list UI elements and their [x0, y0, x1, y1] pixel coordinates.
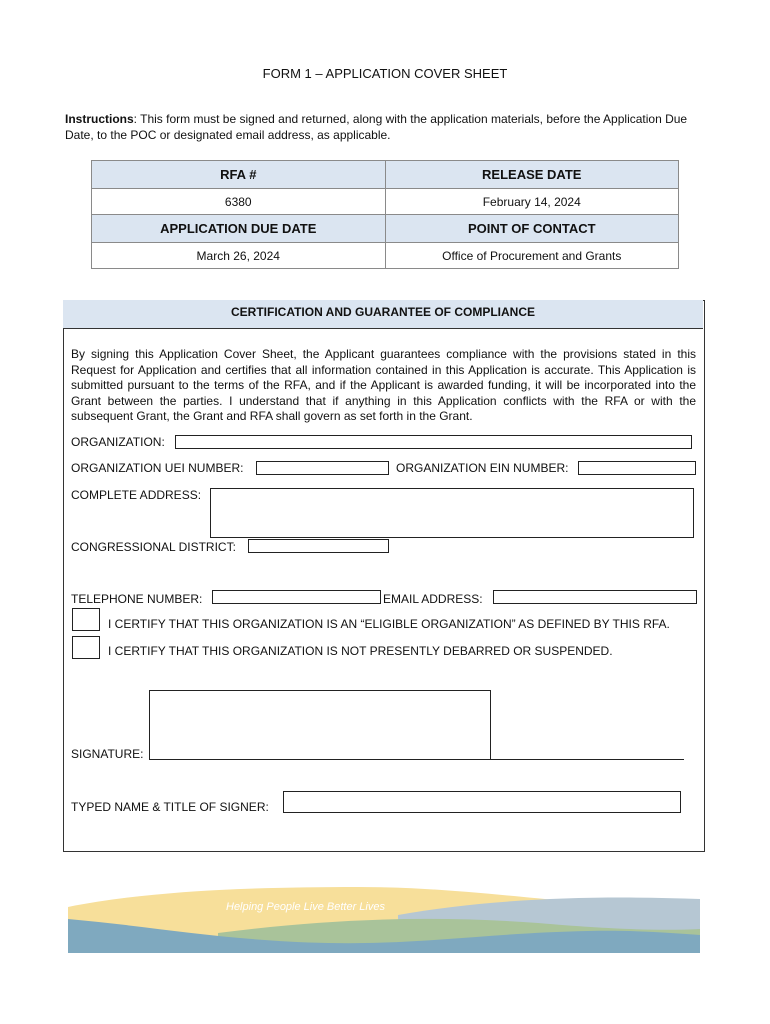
instructions-text: : This form must be signed and returned, along with the application materials, before the Application Due Date, to the POC or designated email address, as applicable.: [65, 112, 688, 142]
rfa-value: 6380: [92, 189, 386, 215]
instructions-label: Instructions: [65, 112, 134, 126]
compliance-header: CERTIFICATION AND GUARANTEE OF COMPLIANCE: [63, 300, 703, 329]
district-field[interactable]: [248, 539, 389, 553]
ein-field[interactable]: [578, 461, 696, 475]
email-label: EMAIL ADDRESS:: [383, 592, 483, 606]
compliance-paragraph: By signing this Application Cover Sheet, the Applicant guarantees compliance with the provisions stated in this Request for Application and certifies that all information contained in this Application is accurate. This Application is submitted pursuant to the terms of the RFA, and if the Applicant is awarded funding, it will be incorporated into the Grant between the parties. I understand that if anything in this Application conflicts with the RFA or with the subsequent Grant, the Grant and RFA shall govern as set forth in the Grant.: [71, 347, 696, 423]
release-date-header: RELEASE DATE: [385, 161, 679, 189]
signature-line: [149, 758, 684, 760]
footer-banner: [68, 885, 700, 953]
ein-label: ORGANIZATION EIN NUMBER:: [396, 461, 569, 475]
typed-name-field[interactable]: [283, 791, 681, 813]
uei-field[interactable]: [256, 461, 389, 475]
release-date-value: February 14, 2024: [385, 189, 679, 215]
telephone-label: TELEPHONE NUMBER:: [71, 592, 203, 606]
certify-eligible-text: I CERTIFY THAT THIS ORGANIZATION IS AN “ELIGIBLE ORGANIZATION” AS DEFINED BY THIS RFA.: [108, 617, 670, 631]
due-date-header: APPLICATION DUE DATE: [92, 215, 386, 243]
address-label: COMPLETE ADDRESS:: [71, 488, 202, 502]
eligible-checkbox[interactable]: [72, 608, 100, 631]
due-date-value: March 26, 2024: [92, 243, 386, 269]
organization-field[interactable]: [175, 435, 692, 449]
uei-label: ORGANIZATION UEI NUMBER:: [71, 461, 244, 475]
footer-tagline: Helping People Live Better Lives: [226, 901, 385, 913]
district-label: CONGRESSIONAL DISTRICT:: [71, 540, 236, 554]
signature-label: SIGNATURE:: [71, 747, 144, 761]
poc-header: POINT OF CONTACT: [385, 215, 679, 243]
poc-value: Office of Procurement and Grants: [385, 243, 679, 269]
typed-name-label: TYPED NAME & TITLE OF SIGNER:: [71, 800, 269, 814]
telephone-field[interactable]: [212, 590, 381, 604]
organization-label: ORGANIZATION:: [71, 435, 165, 449]
form-title-text: FORM 1 – APPLICATION COVER SHEET: [262, 66, 508, 81]
certify-debarred-text: I CERTIFY THAT THIS ORGANIZATION IS NOT PRESENTLY DEBARRED OR SUSPENDED.: [108, 644, 613, 658]
signature-box[interactable]: [149, 690, 491, 760]
email-field[interactable]: [493, 590, 697, 604]
instructions: [65, 111, 710, 143]
address-field[interactable]: [210, 488, 694, 538]
info-table: [91, 160, 679, 269]
form-title: [0, 66, 770, 81]
rfa-header: RFA #: [92, 161, 386, 189]
debarred-checkbox[interactable]: [72, 636, 100, 659]
